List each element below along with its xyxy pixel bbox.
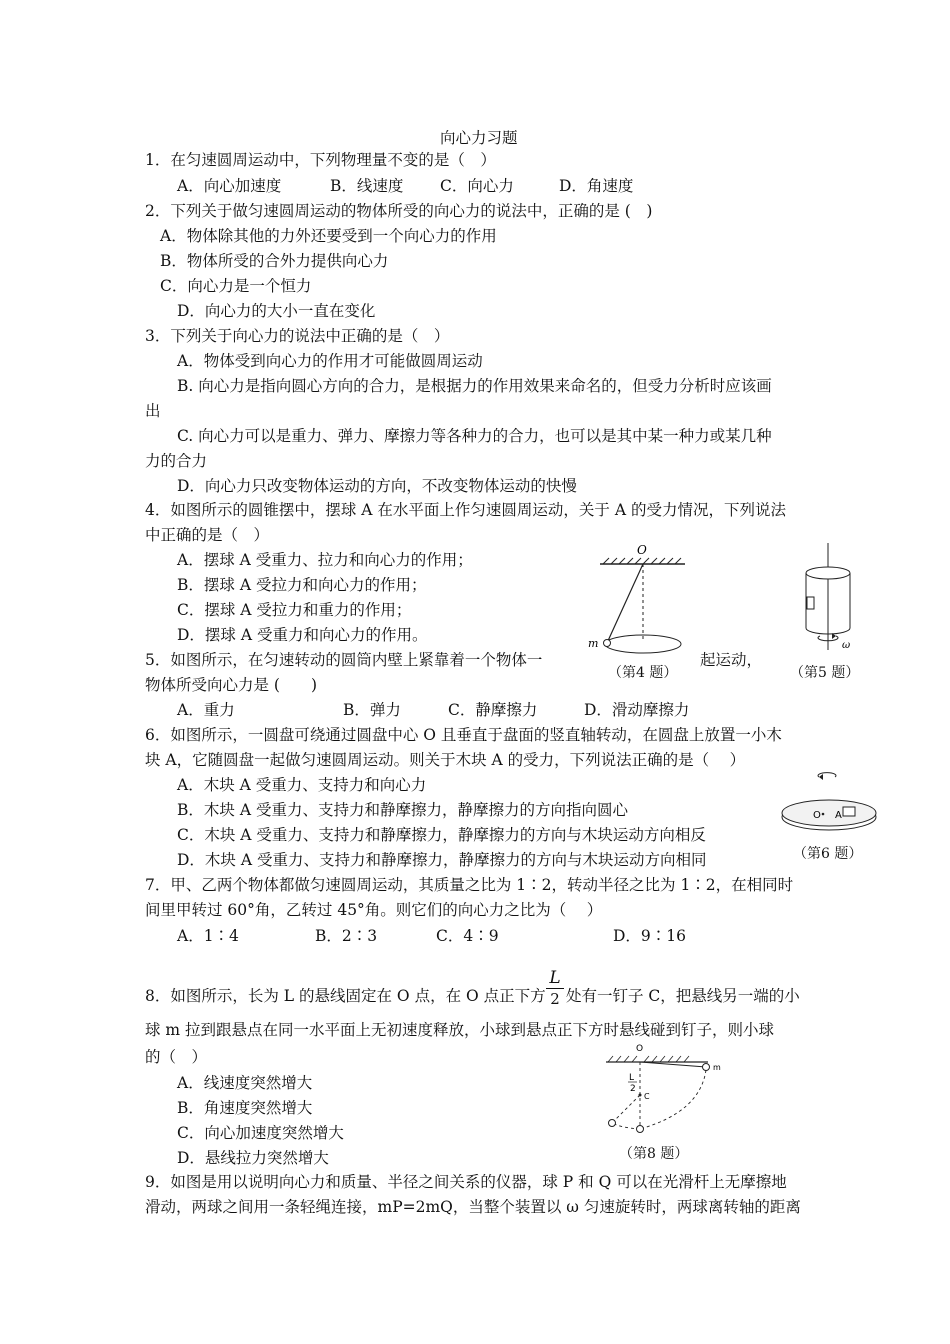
pivot-label-o: O [637, 543, 647, 557]
q3-option-a: A．物体受到向心力的作用才可能做圆周运动 [177, 352, 483, 370]
pivot-label-o-fig8: O [636, 1044, 644, 1054]
q8-stem-line3: 的（ ） [145, 1048, 208, 1066]
q6-option-c: C．木块 A 受重力、支持力和静摩擦力，静摩擦力的方向与木块运动方向相反 [177, 826, 706, 844]
ball-start [703, 1064, 710, 1071]
q5-option-d: D．滑动摩擦力 [584, 701, 690, 719]
q3-stem: 3．下列关于向心力的说法中正确的是（ ） [145, 327, 450, 345]
q5-option-c: C．静摩擦力 [448, 701, 538, 719]
string-after-nail [612, 1095, 640, 1123]
q3-option-d: D．向心力只改变物体运动的方向，不改变物体运动的快慢 [177, 477, 577, 495]
q2-option-d: D．向心力的大小一直在变化 [177, 302, 376, 320]
q1-stem: 1．在匀速圆周运动中，下列物理量不变的是（ ） [145, 151, 496, 169]
disc-center-point [822, 813, 825, 816]
block-on-wall [807, 597, 814, 609]
q3-option-b-line1: B. 向心力是指向圆心方向的合力，是根据力的作用效果来命名的，但受力分析时应该画 [177, 377, 772, 395]
horizontal-string [640, 1062, 706, 1067]
q6-option-d: D．木块 A 受重力、支持力和静摩擦力，静摩擦力的方向与木块运动方向相同 [177, 851, 707, 869]
ceiling-hatching-fig8 [608, 1056, 689, 1062]
fraction-numerator: L [546, 968, 564, 989]
disc-top [782, 800, 876, 826]
cylinder-top [806, 567, 850, 579]
fraction-denominator: 2 [550, 990, 560, 1008]
q2-stem: 2．下列关于做匀速圆周运动的物体所受的向心力的说法中，正确的是 ( ) [145, 202, 653, 220]
q7-option-d: D．9∶16 [613, 927, 687, 945]
fraction-l-fig8: L [629, 1073, 635, 1083]
q2-option-c: C．向心力是一个恒力 [160, 277, 312, 295]
q8-stem-line1b: 处有一钉子 C，把悬线另一端的小 [566, 987, 800, 1005]
q1-option-c: C．向心力 [440, 177, 514, 195]
q5-option-a: A．重力 [177, 701, 235, 719]
q8-stem-line1a: 8．如图所示，长为 L 的悬线固定在 O 点，在 O 点正下方 [145, 987, 546, 1005]
q8-option-d: D．悬线拉力突然增大 [177, 1149, 329, 1167]
conical-pendulum-figure [585, 540, 695, 670]
swing-path-small [612, 1123, 640, 1129]
rotating-disc-figure [775, 765, 885, 835]
q5-stem-line1a: 5．如图所示，在匀速转动的圆筒内壁上紧靠着一个物体一 [145, 651, 543, 669]
q9-stem-line1: 9．如图是用以说明向心力和质量、半径之间关系的仪器，球 P 和 Q 可以在光滑杆上无摩擦地 [145, 1173, 787, 1191]
fraction-2-fig8: 2 [630, 1084, 636, 1094]
q6-stem-line1: 6．如图所示，一圆盘可绕通过圆盘中心 O 且垂直于盘面的竖直轴转动，在圆盘上放置一小木 [145, 726, 782, 744]
pendulum-bob [604, 640, 611, 647]
q4-option-d: D．摆球 A 受重力和向心力的作用。 [177, 626, 428, 644]
q4-stem-line2: 中正确的是（ ） [145, 526, 270, 544]
string-line [607, 564, 643, 643]
ball-after [609, 1120, 616, 1127]
q7-option-b: B．2∶3 [315, 927, 378, 945]
q6-stem-line2: 块 A，它随圆盘一起做匀速圆周运动。则关于木块 A 的受力，下列说法正确的是（ ） [145, 751, 746, 769]
rotating-cylinder-figure [790, 540, 865, 655]
q4-stem-line1: 4．如图所示的圆锥摆中，摆球 A 在水平面上作匀速圆周运动，关于 A 的受力情况，下列说法 [145, 501, 786, 519]
figure-4-caption: （第4 题） [608, 665, 678, 681]
q5-option-b: B．弹力 [343, 701, 401, 719]
omega-label: ω [842, 640, 851, 651]
q1-option-b: B．线速度 [330, 177, 404, 195]
q8-fraction [546, 968, 564, 1009]
bob-label-m: m [588, 637, 599, 650]
nail-label-c: C [644, 1092, 650, 1101]
q8-option-c: C．向心加速度突然增大 [177, 1124, 344, 1142]
q6-option-a: A．木块 A 受重力、支持力和向心力 [177, 776, 427, 794]
q4-option-c: C．摆球 A 受拉力和重力的作用； [177, 601, 412, 619]
ceiling-hatching [603, 558, 681, 564]
q1-option-d: D．角速度 [559, 177, 634, 195]
q3-option-c-line1: C. 向心力可以是重力、弹力、摩擦力等各种力的合力，也可以是其中某一种力或某几种 [177, 427, 772, 445]
disc-center-label-o: O [813, 810, 821, 821]
ball-bottom [637, 1126, 644, 1133]
q8-option-b: B．角速度突然增大 [177, 1099, 313, 1117]
q8-option-a: A．线速度突然增大 [177, 1074, 313, 1092]
figure-6-caption: （第6 题） [793, 846, 863, 862]
q7-option-c: C．4∶9 [436, 927, 499, 945]
figure-8-caption: （第8 题） [619, 1146, 689, 1162]
q5-stem-line2: 物体所受向心力是 ( ) [145, 676, 318, 694]
q1-option-a: A．向心加速度 [177, 177, 282, 195]
wood-block [843, 807, 855, 816]
block-label-a: A [835, 810, 842, 821]
q8-stem-line2: 球 m 拉到跟悬点在同一水平面上无初速度释放，小球到悬点正下方时悬线碰到钉子，则小球 [145, 1021, 775, 1039]
q7-option-a: A．1∶4 [177, 927, 239, 945]
pendulum-nail-figure [600, 1042, 735, 1142]
page-title: 向心力习题 [440, 129, 518, 147]
q7-stem-line2: 间里甲转过 60°角，乙转过 45°角。则它们的向心力之比为（ ） [145, 901, 603, 919]
swing-path-big [640, 1070, 706, 1129]
q4-option-a: A．摆球 A 受重力、拉力和向心力的作用； [177, 551, 473, 569]
q9-stem-line2: 滑动，两球之间用一条轻绳连接，mP=2mQ，当整个装置以 ω 匀速旋转时，两球离转轴的距离 [145, 1198, 801, 1216]
q3-option-c-line2: 力的合力 [145, 452, 208, 470]
disc-rotation-arrowhead [819, 774, 823, 780]
q6-option-b: B．木块 A 受重力、支持力和静摩擦力，静摩擦力的方向指向圆心 [177, 801, 628, 819]
q2-option-b: B．物体所受的合外力提供向心力 [160, 252, 389, 270]
figure-5-caption: （第5 题） [790, 665, 860, 681]
q4-option-b: B．摆球 A 受拉力和向心力的作用； [177, 576, 427, 594]
q7-stem-line1: 7．甲、乙两个物体都做匀速圆周运动，其质量之比为 1∶2，转动半径之比为 1∶2，在相同时 [145, 876, 794, 894]
ball-label-m: m [713, 1063, 721, 1072]
q5-stem-line1b: 起运动， [700, 651, 763, 669]
q3-option-b-line2: 出 [145, 402, 161, 420]
q2-option-a: A．物体除其他的力外还要受到一个向心力的作用 [160, 227, 497, 245]
